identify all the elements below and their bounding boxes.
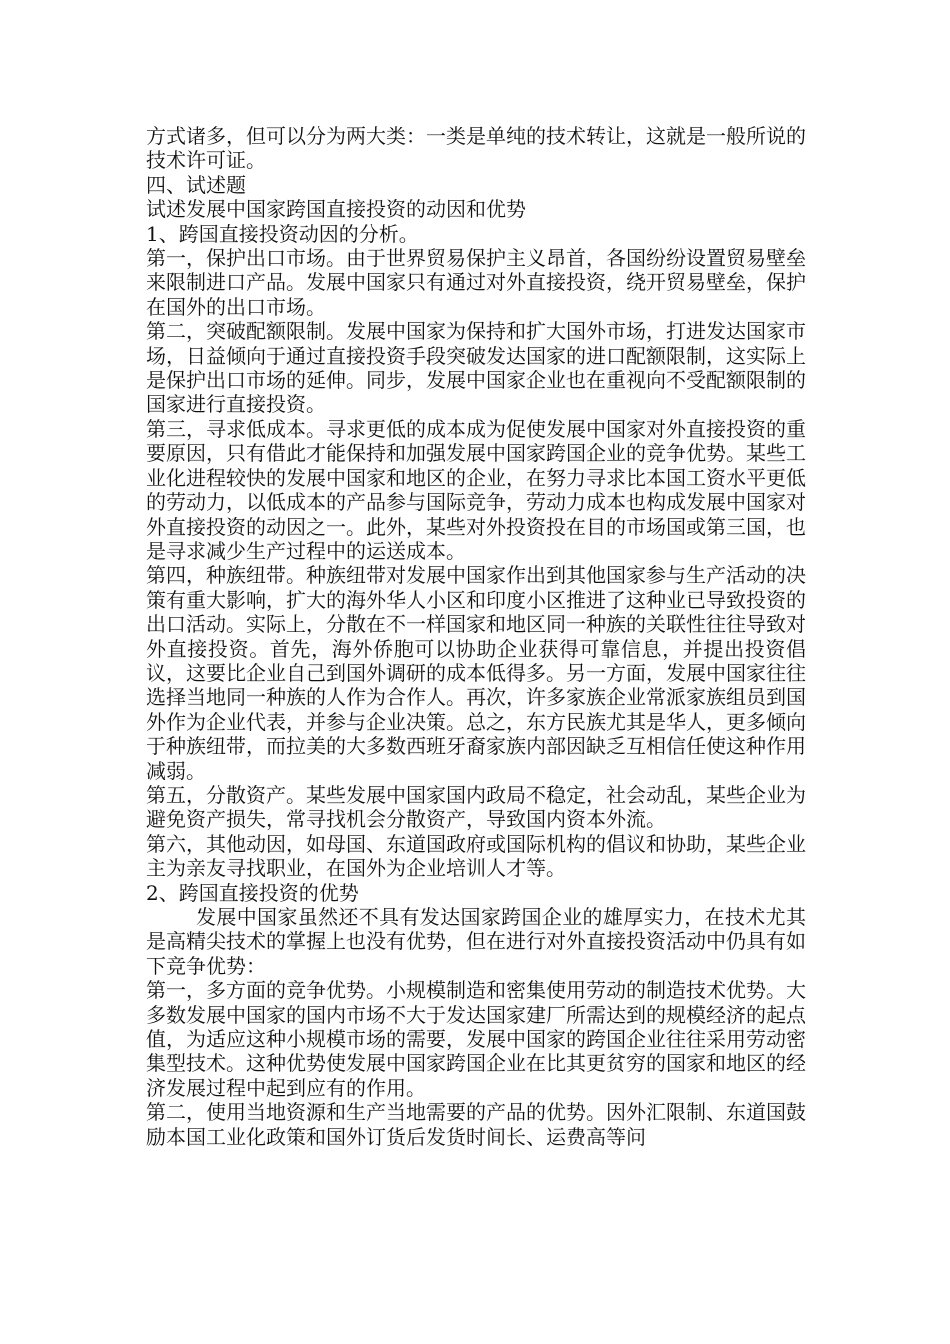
paragraph-advantages-intro: 发展中国家虽然还不具有发达国家跨国企业的雄厚实力，在技术尤其是高精尖技术的掌握上也没有优势，但在进行对外直接投资活动中仍具有如下竞争优势： — [146, 905, 806, 978]
paragraph-motive-5: 第五，分散资产。某些发展中国家国内政局不稳定，社会动乱，某些企业为避免资产损失，常寻找机会分散资产，导致国内资本外流。 — [146, 782, 806, 832]
paragraph-motive-4: 第四，种族纽带。种族纽带对发展中国家作出到其他国家参与生产活动的决策有重大影响，扩大的海外华人小区和印度小区推进了这种业已导致投资的出口活动。实际上，分散在不一样国家和地区同一种族的关联性往往导致对外直接投资。首先，海外侨胞可以协助企业获得可靠信息，并提出投资倡议，这要比企业自己到国外调研的成本低得多。另一方面，发展中国家往往选择当地同一种族的人作为合作人。再次，许多家族企业常派家族组员到国外作为企业代表，并参与企业决策。总之，东方民族尤其是华人，更多倾向于种族纽带，而拉美的大多数西班牙裔家族内部因缺乏互相信任使这种作用减弱。 — [146, 563, 806, 783]
paragraph-motive-3: 第三，寻求低成本。寻求更低的成本成为促使发展中国家对外直接投资的重要原因，只有借此才能保持和加强发展中国家跨国企业的竞争优势。某些工业化进程较快的发展中国家和地区的企业，在努力寻求比本国工资水平更低的劳动力，以低成本的产品参与国际竞争，劳动力成本也构成发展中国家对外直接投资的动因之一。此外，某些对外投资投在目的市场国或第三国，也是寻求减少生产过程中的运送成本。 — [146, 416, 806, 563]
subheading-motives: 1、跨国直接投资动因的分析。 — [146, 221, 419, 246]
section-heading-essay-questions: 四、试述题 — [146, 172, 246, 197]
paragraph-advantage-1: 第一，多方面的竞争优势。小规模制造和密集使用劳动的制造技术优势。大多数发展中国家的国内市场不大于发达国家建厂所需达到的规模经济的起点值，为适应这种小规模市场的需要，发展中国家的跨国企业往往采用劳动密集型技术。这种优势使发展中国家跨国企业在比其更贫穷的国家和地区的经济发展过程中起到应有的作用。 — [146, 978, 806, 1100]
paragraph-motive-1: 第一，保护出口市场。由于世界贸易保护主义昂首，各国纷纷设置贸易壁垒来限制进口产品。发展中国家只有通过对外直接投资，绕开贸易壁垒，保护在国外的出口市场。 — [146, 246, 806, 319]
question-title: 试述发展中国家跨国直接投资的动因和优势 — [146, 197, 526, 222]
subheading-advantages: 2、跨国直接投资的优势 — [146, 880, 359, 905]
paragraph-advantage-2: 第二，使用当地资源和生产当地需要的产品的优势。因外汇限制、东道国鼓励本国工业化政策和国外订货后发货时间长、运费高等问 — [146, 1100, 806, 1149]
paragraph-motive-2: 第二，突破配额限制。发展中国家为保持和扩大国外市场，打进发达国家市场，日益倾向于通过直接投资手段突破发达国家的进口配额限制，这实际上是保护出口市场的延伸。同步，发展中国家企业也在重视向不受配额限制的国家进行直接投资。 — [146, 319, 806, 417]
paragraph-motive-6: 第六，其他动因，如母国、东道国政府或国际机构的倡议和协助，某些企业主为亲友寻找职业，在国外为企业培训人才等。 — [146, 831, 806, 881]
paragraph-intro-continuation: 方式诸多，但可以分为两大类：一类是单纯的技术转让，这就是一般所说的技术许可证。 — [146, 124, 806, 173]
document-page — [146, 124, 806, 1149]
